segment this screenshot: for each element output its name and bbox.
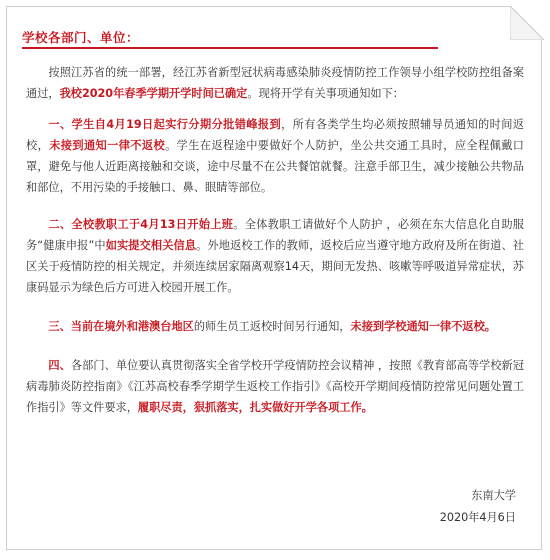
paragraph-intro: 按照江苏省的统一部署，经江苏省新型冠状病毒感染肺炎疫情防控工作领导小组学校防控组备案通过，我校2020年春季学期开学时间已确定。现将开学有关事项通知如下：: [26, 66, 524, 100]
highlight-staff-start: 二、全校教职工于4月13日开始上班: [48, 218, 234, 231]
highlight-no-notice-no-return: 未接到通知一律不返校: [49, 139, 166, 152]
notice-body: [26, 62, 524, 427]
paragraph-staff: 二、全校教职工于4月13日开始上班。全体教职工请做好个人防护 ，必须在东大信息化自助服务“健康申报”中如实提交相关信息。外地返校工作的教师，返校后应当遵守地方政府及所在街道、社区关于疫情防控的相关规定，并须连续居家隔离观察14天，期间无发热、咳嗽等呼吸道异常症状，苏康码显示为绿色后方可进入校园开展工作。: [26, 218, 524, 294]
highlight-submit-info: 如实提交相关信息: [105, 239, 197, 252]
signature-org: 东南大学: [471, 489, 516, 502]
paragraph-departments: 四、各部门、单位要认真贯彻落实全省学校开学疫情防控会议精神 ，按照《教育部高等学校新冠病毒肺炎防控指南》《江苏高校春季学期学生返校工作指引》《高校开学期间疫情防控常见问题处置工作指引》等文件要求，履职尽责，狠抓落实，扎实做好开学各项工作。: [26, 359, 524, 414]
signature-date: 2020年4月6日: [439, 511, 516, 524]
notice-header: 学校各部门、单位：: [22, 30, 140, 45]
paragraph-students: 一、学生自4月19日起实行分期分批错峰报到，所有各类学生均必须按照辅导员通知的时间返校，未接到通知一律不返校。学生在返程途中要做好个人防护，坐公共交通工具时，应全程佩戴口罩，避免与他人近距离接触和交谈，途中尽量不在公共餐馆就餐。注意手部卫生，减少接触公共物品和部位，不用污染的手接触口、鼻、眼睛等部位。: [26, 118, 524, 194]
highlight-opening-date: 我校2020年春季学期开学时间已确定: [59, 87, 248, 100]
header-divider: [22, 47, 438, 49]
page-curl-icon: [510, 6, 544, 40]
highlight-no-return: 未接到学校通知一律不返校。: [350, 320, 496, 333]
signature-block: [440, 485, 516, 529]
highlight-overseas-regions: 境外和港澳台地区: [104, 320, 194, 333]
paragraph-overseas: 三、当前在境外和港澳台地区的师生员工返校时间另行通知，未接到学校通知一律不返校。: [48, 320, 496, 333]
highlight-student-report: 一、学生自4月19日起实行分期分批错峰报到: [48, 118, 282, 131]
highlight-duties: 履职尽责，狠抓落实，扎实做好开学各项工作。: [137, 401, 373, 414]
